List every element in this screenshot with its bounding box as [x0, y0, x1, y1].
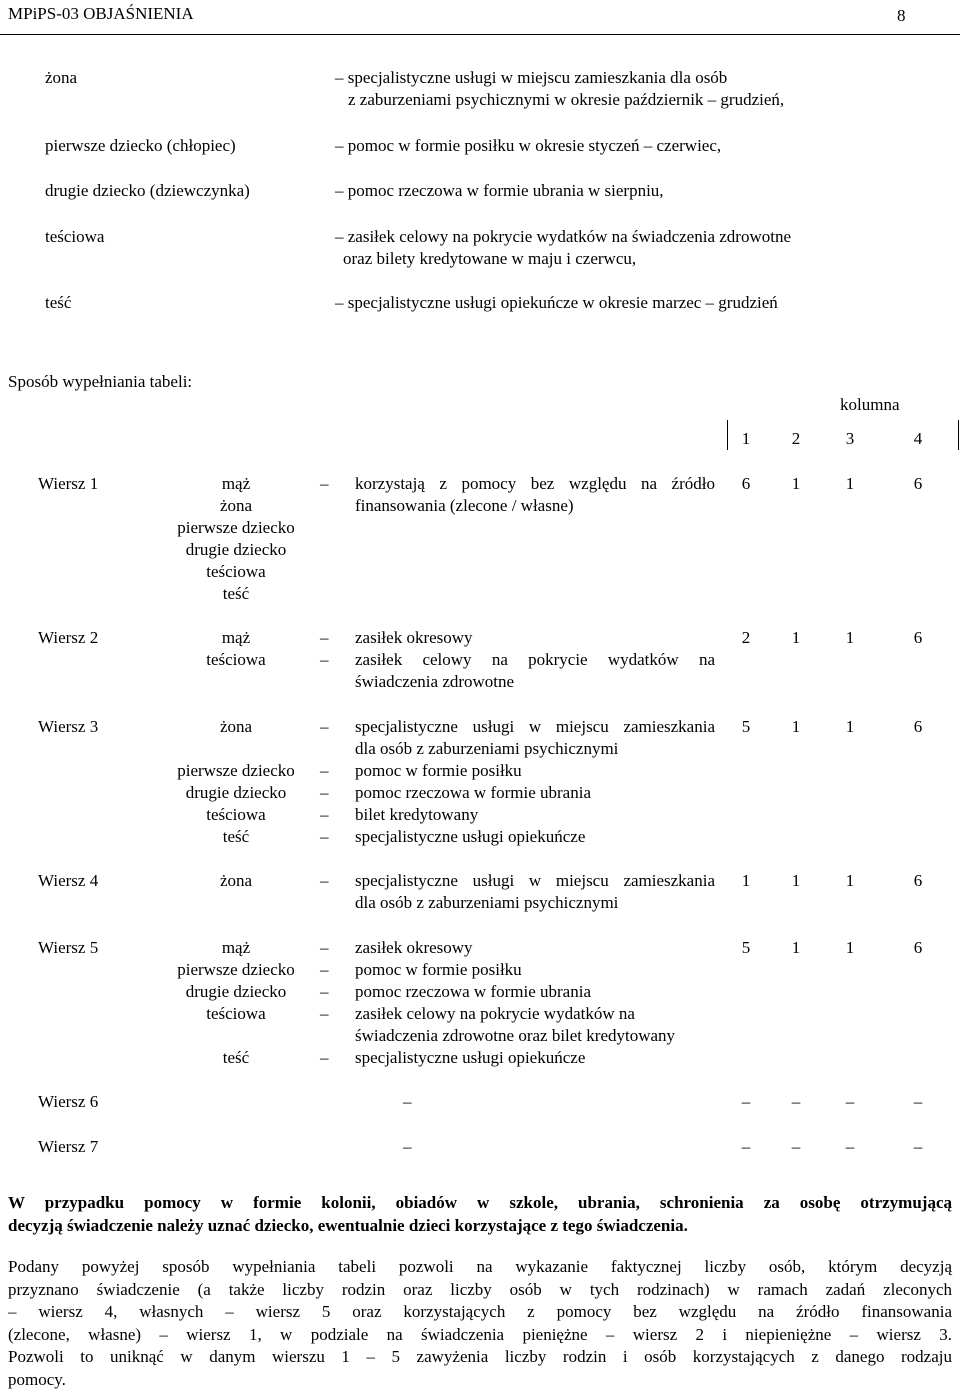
person: drugie dziecko	[185, 540, 287, 559]
row-value: 6	[913, 871, 923, 890]
item-dash: –	[403, 1137, 412, 1156]
row-value: 1	[791, 871, 801, 890]
row-value: 5	[741, 938, 751, 957]
person: żona	[219, 496, 253, 515]
item-dash: –	[320, 871, 329, 890]
item-line: dla osób z zaburzeniami psychicznymi	[355, 739, 619, 758]
person: żona	[219, 871, 253, 890]
explanation-paragraph	[8, 1256, 952, 1391]
column-divider	[958, 420, 959, 450]
item-line: dla osób z zaburzeniami psychicznymi	[355, 893, 619, 912]
item-dash: –	[320, 761, 329, 780]
row-value: 6	[913, 938, 923, 957]
row-persons	[140, 716, 332, 848]
row-label: Wiersz 1	[38, 474, 99, 493]
person: teściowa	[206, 562, 266, 581]
item-desc	[355, 782, 715, 804]
item-desc	[355, 826, 715, 848]
row-value: 1	[791, 938, 801, 957]
intro-desc-line: – zasiłek celowy na pokrycie wydatków na świadczenia zdrowotne	[335, 227, 791, 246]
intro-person: pierwsze dziecko (chłopiec)	[45, 136, 236, 155]
paragraph-line: Pozwoli to uniknąć w danym wierszu 1 – 5 zawyżenia liczby rodzin i osób korzystających z danego rodzaju	[8, 1347, 952, 1366]
column-number: 2	[791, 429, 801, 448]
item-line: pomoc w formie posiłku	[355, 960, 522, 979]
item-dash: –	[320, 1048, 329, 1067]
person: teściowa	[206, 650, 266, 669]
item-line: zasiłek okresowy	[355, 938, 473, 957]
person: teść	[222, 827, 250, 846]
person	[140, 738, 332, 760]
intro-desc	[335, 135, 935, 157]
row-value: 5	[741, 717, 751, 736]
person: teściowa	[206, 805, 266, 824]
row-persons	[140, 473, 332, 605]
intro-desc-line: – pomoc w formie posiłku w okresie styczeń – czerwiec,	[335, 136, 722, 155]
row-value: 1	[791, 628, 801, 647]
item-dash: –	[320, 474, 329, 493]
row-persons	[140, 937, 332, 1069]
paragraph-line: pomocy.	[8, 1369, 66, 1389]
row-value: 6	[913, 628, 923, 647]
item-desc	[355, 959, 715, 981]
row-value: 1	[791, 717, 801, 736]
person: żona	[219, 717, 253, 736]
item-line: specjalistyczne usługi w miejscu zamieszkania	[355, 871, 715, 890]
row-persons	[140, 870, 332, 892]
intro-person: żona	[45, 68, 78, 87]
row-label: Wiersz 2	[38, 628, 99, 647]
row-value: 1	[741, 871, 751, 890]
item-line: zasiłek okresowy	[355, 628, 473, 647]
column-number: 4	[913, 429, 923, 448]
row-value: –	[845, 1092, 855, 1111]
person: teść	[222, 584, 250, 603]
item-desc	[355, 760, 715, 782]
note-line: decyzją świadczenie należy uznać dziecko, ewentualnie dzieci korzystające z tego świadczenia.	[8, 1216, 688, 1235]
item-dash: –	[320, 717, 329, 736]
bold-note	[8, 1191, 952, 1237]
intro-person: teściowa	[45, 227, 105, 246]
person: drugie dziecko	[185, 783, 287, 802]
paragraph-line: przyznano świadczenie (a także liczby rodzin oraz liczby osób w tych rodzinach) w ramach zadań zleconych	[8, 1279, 952, 1299]
row-value: 1	[845, 871, 855, 890]
person: drugie dziecko	[185, 982, 287, 1001]
item-line: finansowania (zlecone / własne)	[355, 496, 574, 515]
row-value: –	[791, 1137, 801, 1156]
row-value: 1	[791, 474, 801, 493]
row-value: 6	[913, 474, 923, 493]
intro-person: drugie dziecko (dziewczynka)	[45, 181, 250, 200]
kolumna-label: kolumna	[840, 395, 900, 414]
person: mąż	[221, 628, 251, 647]
item-line: specjalistyczne usługi opiekuńcze	[355, 1048, 586, 1067]
row-label: Wiersz 5	[38, 938, 99, 957]
item-dash: –	[320, 805, 329, 824]
item-desc	[355, 473, 715, 517]
item-line: specjalistyczne usługi w miejscu zamieszkania	[355, 717, 715, 736]
person: pierwsze dziecko	[177, 761, 295, 780]
row-value: 1	[845, 474, 855, 493]
page-header-title: MPiPS-03 OBJAŚNIENIA	[8, 4, 194, 23]
item-desc	[355, 937, 715, 959]
intro-desc	[335, 67, 935, 111]
intro-desc-line: z zaburzeniami psychicznymi w okresie październik – grudzień,	[348, 90, 785, 109]
item-dash: –	[320, 938, 329, 957]
paragraph-line: – wiersz 4, własnych – wiersz 5 oraz korzystających z pomocy bez względu na źródło finansowania	[8, 1302, 952, 1321]
item-line: zasiłek celowy na pokrycie wydatków na	[355, 1004, 635, 1023]
item-desc	[355, 627, 715, 649]
header-divider	[0, 34, 960, 35]
row-value: –	[791, 1092, 801, 1111]
row-value: 6	[913, 717, 923, 736]
person: pierwsze dziecko	[177, 518, 295, 537]
intro-person: teść	[45, 293, 72, 312]
paragraph-line: (zlecone, własne) – wiersz 1, w podziale na świadczenia pieniężne – wiersz 2 i niepieniężne – wiersz 3.	[8, 1324, 952, 1344]
item-line: specjalistyczne usługi opiekuńcze	[355, 827, 586, 846]
person: mąż	[221, 938, 251, 957]
item-dash: –	[320, 650, 329, 669]
row-label: Wiersz 4	[38, 871, 99, 890]
item-desc	[355, 804, 715, 826]
item-dash: –	[320, 827, 329, 846]
item-desc	[355, 981, 715, 1003]
item-desc	[355, 870, 715, 914]
note-line: W przypadku pomocy w formie kolonii, obiadów w szkole, ubrania, schronienia za osobę otrzymującą	[8, 1193, 952, 1212]
item-line: pomoc rzeczowa w formie ubrania	[355, 982, 591, 1001]
row-value: 6	[741, 474, 751, 493]
page-number: 8	[897, 6, 906, 25]
item-desc	[355, 1047, 715, 1069]
row-value: –	[913, 1092, 923, 1111]
row-value: –	[913, 1137, 923, 1156]
item-dash: –	[403, 1092, 412, 1111]
column-number: 1	[741, 429, 751, 448]
paragraph-line: Podany powyżej sposób wypełniania tabeli pozwoli na wykazanie faktycznej liczby osób, którym decyzją	[8, 1257, 952, 1276]
person: teść	[222, 1048, 250, 1067]
item-line: świadczenia zdrowotne oraz bilet kredytowany	[355, 1026, 676, 1045]
row-label: Wiersz 7	[38, 1137, 99, 1156]
item-dash: –	[320, 982, 329, 1001]
person: pierwsze dziecko	[177, 960, 295, 979]
row-persons	[140, 627, 332, 671]
item-dash: –	[320, 628, 329, 647]
column-divider	[727, 420, 728, 450]
item-line: świadczenia zdrowotne	[355, 672, 515, 691]
item-line: korzystają z pomocy bez względu na źródło	[355, 474, 715, 493]
row-label: Wiersz 3	[38, 717, 99, 736]
item-dash: –	[320, 1004, 329, 1023]
row-label: Wiersz 6	[38, 1092, 99, 1111]
item-dash: –	[320, 783, 329, 802]
column-number: 3	[845, 429, 855, 448]
person: teściowa	[206, 1004, 266, 1023]
person	[140, 1025, 332, 1047]
row-value: –	[845, 1137, 855, 1156]
row-value: 1	[845, 717, 855, 736]
intro-desc-line: oraz bilety kredytowane w maju i czerwcu,	[343, 249, 637, 268]
intro-desc	[335, 292, 935, 314]
intro-desc	[335, 226, 935, 270]
section-title: Sposób wypełniania tabeli:	[8, 372, 193, 391]
item-desc	[355, 1003, 715, 1047]
item-desc	[355, 716, 715, 760]
row-value: –	[741, 1137, 751, 1156]
item-dash: –	[320, 960, 329, 979]
item-desc	[355, 649, 715, 693]
row-value: –	[741, 1092, 751, 1111]
row-value: 1	[845, 628, 855, 647]
intro-desc-line: – specjalistyczne usługi w miejscu zamieszkania dla osób	[335, 68, 728, 87]
person: mąż	[221, 474, 251, 493]
item-line: bilet kredytowany	[355, 805, 479, 824]
row-value: 2	[741, 628, 751, 647]
intro-desc-line: – pomoc rzeczowa w formie ubrania w sierpniu,	[335, 181, 664, 200]
item-line: zasiłek celowy na pokrycie wydatków na	[355, 650, 715, 669]
item-line: pomoc w formie posiłku	[355, 761, 522, 780]
intro-desc	[335, 180, 935, 202]
item-line: pomoc rzeczowa w formie ubrania	[355, 783, 591, 802]
row-value: 1	[845, 938, 855, 957]
intro-desc-line: – specjalistyczne usługi opiekuńcze w okresie marzec – grudzień	[335, 293, 778, 312]
